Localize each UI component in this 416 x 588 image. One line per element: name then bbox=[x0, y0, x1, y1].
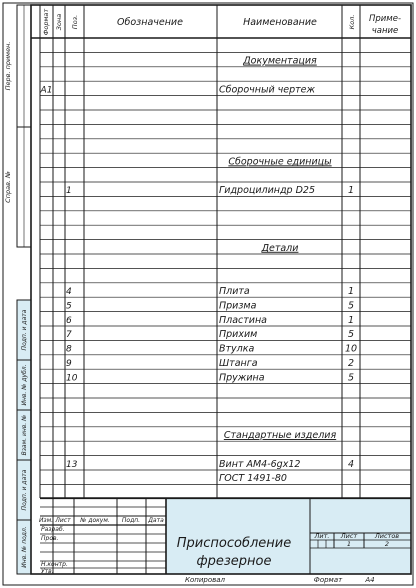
cell-pos: 5 bbox=[66, 301, 72, 312]
title-utv: Утв. bbox=[41, 568, 54, 575]
title-col-list: Лист bbox=[55, 517, 71, 524]
cell-qty: 5 bbox=[347, 372, 355, 384]
cell-qty: 1 bbox=[347, 286, 355, 297]
title-sheets-value: 2 bbox=[384, 540, 390, 548]
title-n-kontr: Н.контр. bbox=[41, 561, 68, 568]
footer-format-label: Формат bbox=[313, 576, 343, 584]
cell-name: Пластина bbox=[219, 314, 268, 326]
cell-pos: 13 bbox=[66, 459, 78, 470]
title-doc-name-line1: Приспособление bbox=[176, 536, 292, 551]
cell-name: Винт АМ4-6gх12 bbox=[219, 458, 301, 470]
header-qty: Кол. bbox=[348, 14, 356, 30]
cell-name: Гидроцилиндр D25 bbox=[219, 185, 315, 197]
title-sheet-value: 1 bbox=[346, 540, 352, 548]
header-zone: Зона bbox=[55, 13, 63, 31]
title-col-podp: Подп. bbox=[121, 517, 141, 524]
cell-pos: 10 bbox=[66, 373, 78, 384]
cell-name-section-heading: Сборочные единицы bbox=[228, 156, 332, 168]
sheet-footer bbox=[185, 576, 375, 584]
side-label-podp-data-2: Подп. и дата bbox=[21, 469, 28, 511]
cell-qty: 2 bbox=[347, 358, 355, 369]
cell-pos: 7 bbox=[66, 330, 72, 341]
footer-format-value: А4 bbox=[365, 576, 375, 584]
cell-name-section-heading: Документация bbox=[243, 55, 317, 67]
cell-name: Прихим bbox=[219, 329, 258, 341]
cell-qty: 4 bbox=[347, 458, 355, 470]
cell-name-section-heading: Детали bbox=[261, 242, 299, 254]
side-label-perv-primen: Перв. примен. bbox=[4, 41, 12, 91]
cell-name: Штанга bbox=[219, 358, 258, 369]
title-col-izm: Изм. bbox=[38, 517, 54, 524]
cell-pos: 4 bbox=[66, 287, 72, 297]
cell-name: Втулка bbox=[219, 343, 255, 355]
table-rows bbox=[40, 56, 357, 485]
cell-qty: 5 bbox=[347, 300, 355, 312]
cell-name: Пружина bbox=[219, 372, 265, 384]
header-note-line1: Приме- bbox=[368, 14, 402, 24]
cell-qty: 1 bbox=[347, 185, 355, 197]
table-header bbox=[42, 9, 401, 36]
side-label-inv-podl: Инв. № подл. bbox=[21, 526, 28, 568]
cell-qty: 1 bbox=[347, 314, 355, 326]
cell-name-section-heading: Стандартные изделия bbox=[223, 430, 337, 441]
cell-pos: 8 bbox=[66, 344, 72, 355]
footer-copied: Копировал bbox=[185, 576, 225, 584]
cell-format: А1 bbox=[40, 85, 53, 96]
cell-pos: 6 bbox=[66, 315, 72, 326]
title-prov: Пров. bbox=[41, 535, 59, 542]
title-sheets-label: Листов bbox=[374, 532, 400, 540]
title-razrab: Разраб. bbox=[41, 526, 65, 533]
header-note-line2: чание bbox=[371, 26, 399, 36]
header-pos: Поз. bbox=[71, 14, 79, 30]
header-name: Наименование bbox=[243, 17, 317, 28]
cell-name: Призма bbox=[219, 300, 257, 312]
side-label-vzam-inv: Взам. инв. № bbox=[21, 414, 28, 456]
title-sheet-label: Лист bbox=[340, 532, 358, 540]
cell-qty: 5 bbox=[347, 329, 355, 341]
side-label-inv-dubl: Инв. № дубл. bbox=[21, 364, 28, 406]
cell-qty: 10 bbox=[344, 343, 358, 355]
cell-pos: 1 bbox=[66, 186, 72, 197]
title-doc-name-line2: фрезерное bbox=[196, 554, 272, 569]
title-lit-label: Лит. bbox=[314, 532, 330, 540]
title-col-doc: № докум. bbox=[80, 517, 110, 524]
side-label-sprav-no: Справ. № bbox=[4, 171, 12, 203]
cell-name: ГОСТ 1491-80 bbox=[219, 473, 287, 485]
cell-pos: 9 bbox=[66, 359, 72, 369]
cell-name: Сборочный чертеж bbox=[219, 84, 316, 96]
header-format: Формат bbox=[42, 8, 50, 36]
title-col-date: Дата bbox=[148, 517, 164, 524]
table-grid bbox=[31, 5, 411, 499]
side-label-podp-data-1: Подп. и дата bbox=[21, 309, 28, 351]
cell-name: Плита bbox=[219, 286, 250, 297]
header-designation: Обозначение bbox=[117, 17, 183, 28]
